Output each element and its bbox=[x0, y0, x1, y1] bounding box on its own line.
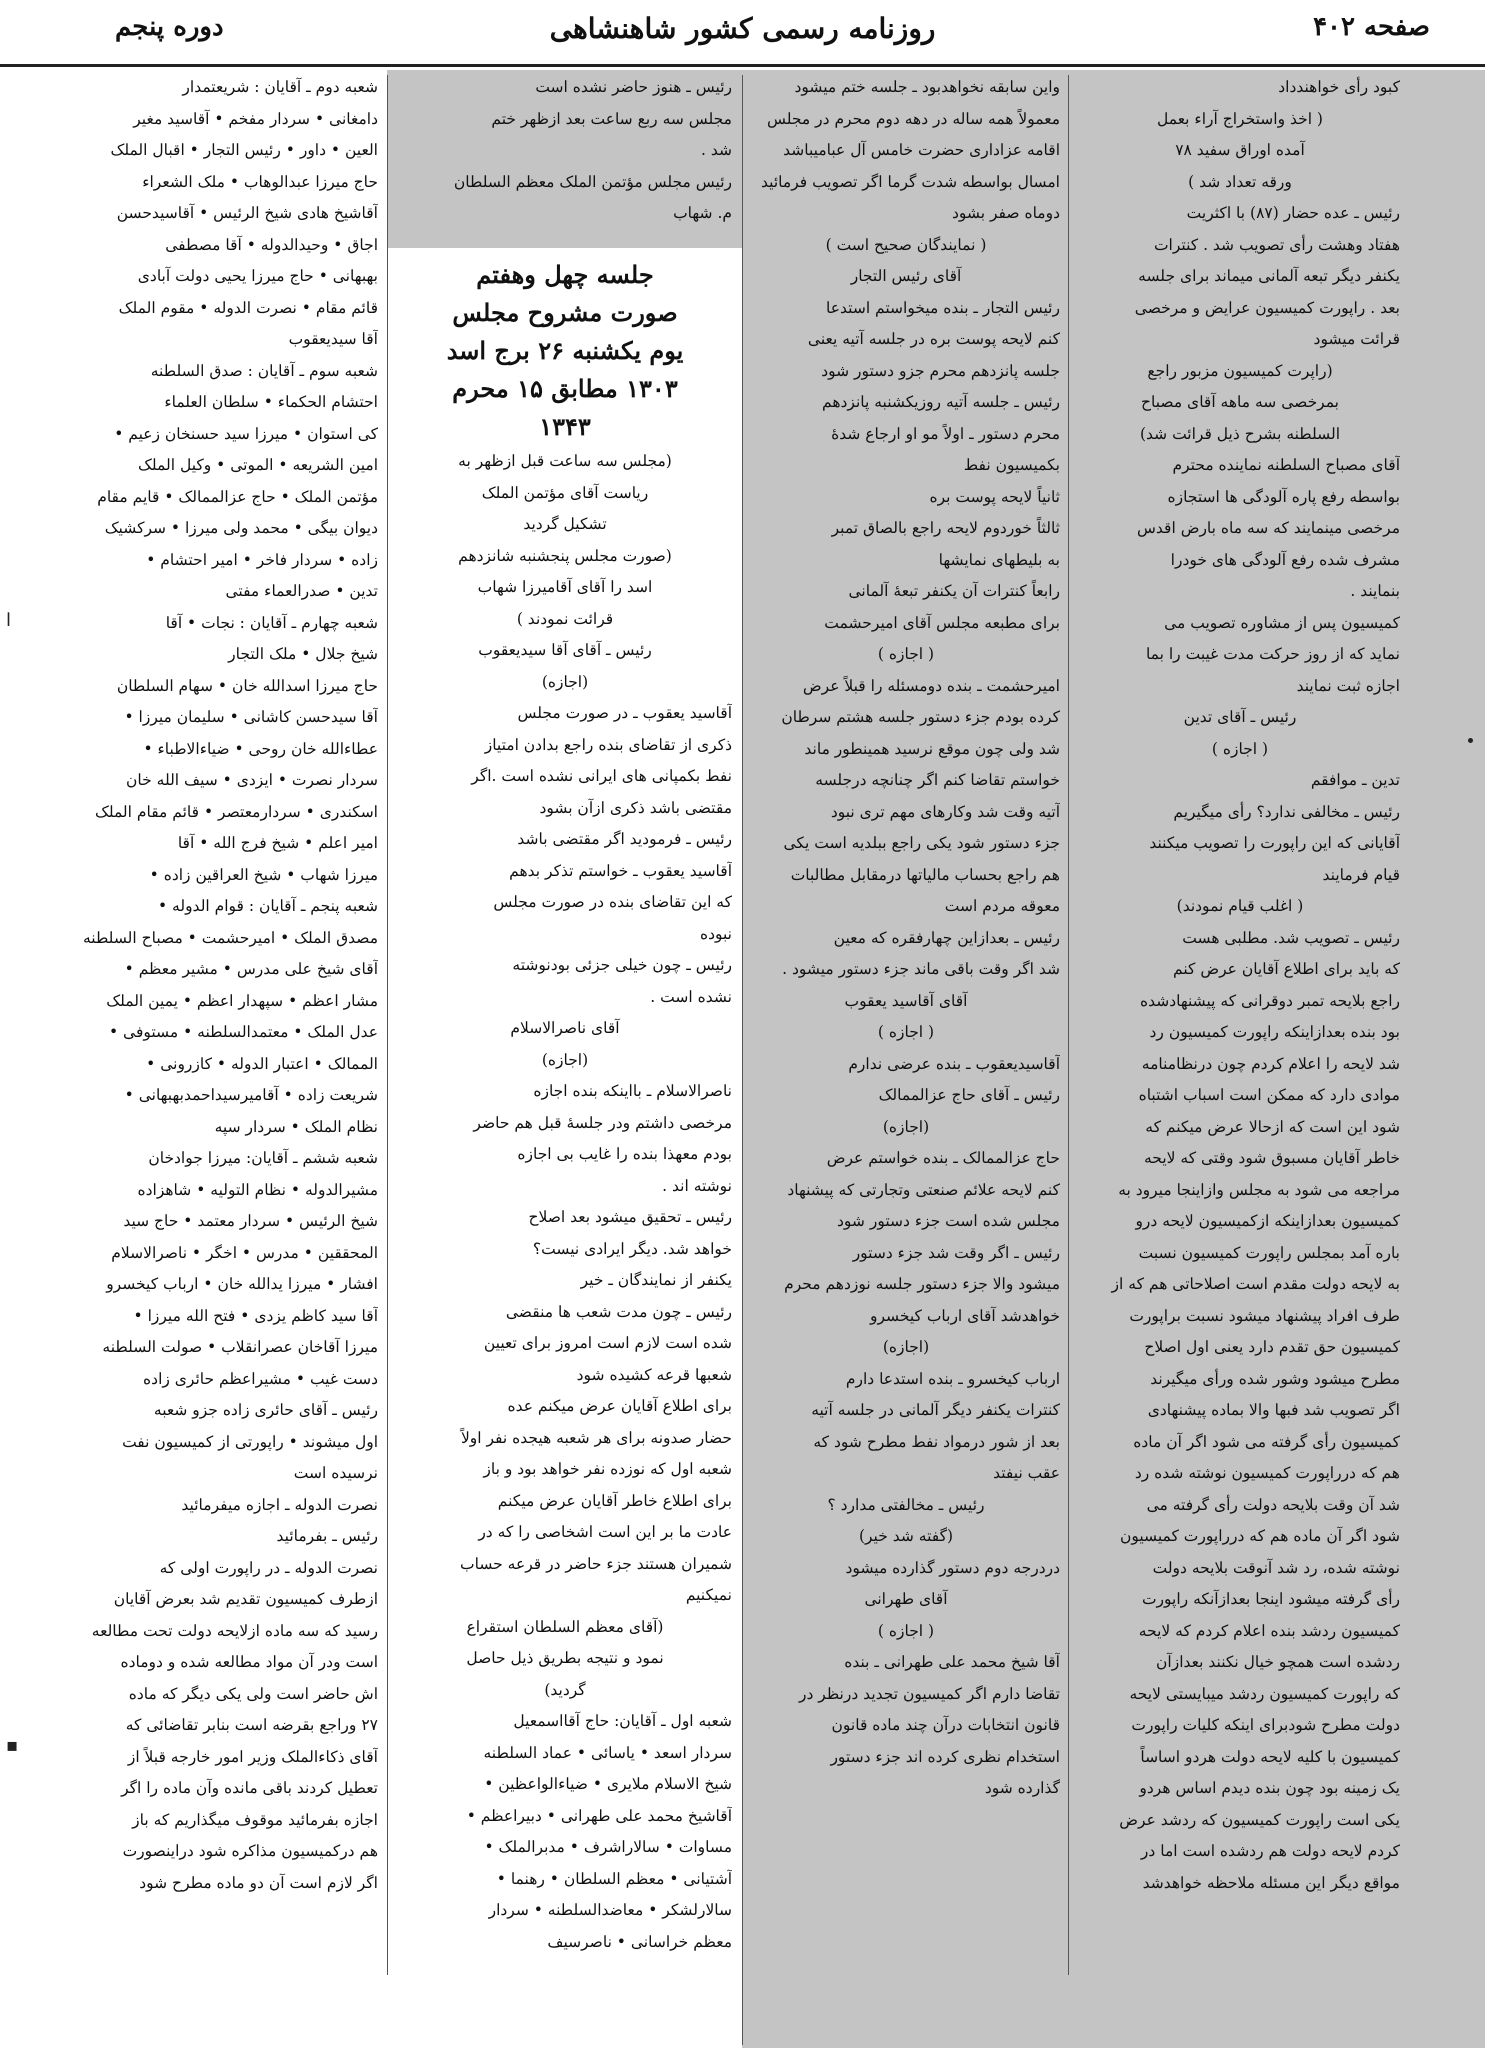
text-line: اسد را آقای آقامیرزا شهاب bbox=[477, 578, 653, 596]
text-line: کمیسیون حق تقدم دارد یعنی اول اصلاح bbox=[1144, 1338, 1400, 1356]
text-line: رئیس ـ بفرمائید bbox=[276, 1527, 378, 1545]
text-line: مقتضی باشد ذکری ازآن بشود bbox=[539, 798, 732, 817]
text-line: مؤتمن الملک • حاج عزالممالک • قایم مقام bbox=[97, 487, 378, 506]
text-line: رأی گرفته میشود اینجا بعدازآنکه راپورت bbox=[1141, 1590, 1400, 1608]
article-column-2 bbox=[752, 72, 1060, 2032]
text-line: بهبهانی • حاج میرزا یحیی دولت آبادی bbox=[137, 267, 378, 285]
text-line: به لایحه دولت مقدم است اصلاحاتی هم که از bbox=[1111, 1275, 1400, 1293]
text-line: هفتاد وهشت رأی تصویب شد . کنترات bbox=[1153, 235, 1400, 254]
text-line: آتیه وقت شد وکارهای مهم تری نبود bbox=[830, 802, 1060, 821]
text-line: جلسه پانزدهم محرم جزو دستور شود bbox=[821, 361, 1060, 380]
text-line: (آقای معظم السلطان استقراع bbox=[466, 1617, 664, 1636]
text-line: امیرحشمت ـ بنده دومسئله را قبلاً عرض bbox=[802, 676, 1060, 695]
text-line: اقامه عزاداری حضرت خامس آل عبامیباشد bbox=[783, 141, 1060, 159]
text-line: آقای طهرانی bbox=[864, 1590, 948, 1608]
text-line: مواقع دیگر این مسئله ملاحظه خواهدشد bbox=[1142, 1873, 1400, 1892]
text-line: حاج میرزا عبدالوهاب • ملک الشعراء bbox=[142, 172, 378, 191]
text-line: ( اجازه ) bbox=[877, 1621, 935, 1640]
text-line: نماید که از روز حرکت مدت غیبت را بما bbox=[1145, 645, 1400, 663]
text-line: مشرف شده رفع آلودگی های خودرا bbox=[1170, 550, 1400, 569]
text-line: اول میشوند • راپورتی از کمیسیون نفت bbox=[122, 1432, 378, 1451]
text-line: رئیس ـ چون خیلی جزئی بودنوشته bbox=[512, 956, 732, 974]
text-line: شعبه چهارم ـ آقایان : نجات • آقا bbox=[165, 613, 378, 632]
text-line: رئیس ـ آقای حاج عزالممالک bbox=[878, 1086, 1060, 1104]
text-line: شیخ الاسلام ملایری • ضیاءالواعظین • bbox=[484, 1775, 732, 1793]
text-line: خاطر آقایان مسبوق شود وقتی که لایحه bbox=[1144, 1149, 1400, 1167]
text-line: شد لایحه را اعلام کردم چون درنظامنامه bbox=[1141, 1054, 1400, 1073]
text-line: آقاسید یعقوب ـ در صورت مجلس bbox=[517, 704, 732, 722]
text-line: شعبه پنجم ـ آقایان : قوام الدوله • bbox=[157, 897, 378, 915]
text-line: آقا شیخ محمد علی طهرانی ـ بنده bbox=[844, 1653, 1060, 1671]
text-line: شعبه ششم ـ آقایان: میرزا جوادخان bbox=[148, 1149, 378, 1167]
text-line: رئیس ـ عده حضار (۸۷) با اکثریت bbox=[1186, 204, 1400, 222]
text-line: امیر اعلم • شیخ فرج الله • آقا bbox=[177, 834, 378, 852]
text-line: هم که درراپورت کمیسیون نوشته شده رد bbox=[1134, 1464, 1400, 1482]
text-line: کمیسیون بعدازاینکه ازکمیسیون لایحه درو bbox=[1135, 1212, 1400, 1230]
text-line: یک زمینه بود چون بنده دیدم اساس هردو bbox=[1139, 1779, 1400, 1797]
text-line: است ودر آن مواد مطالعه شده و دوماده bbox=[120, 1653, 378, 1671]
text-line: برای مطبعه مجلس آقای امیرحشمت bbox=[824, 613, 1060, 632]
text-line: آقایانی که این راپورت را تصویب میکنند bbox=[1149, 834, 1400, 852]
text-line: حاج میرزا اسدالله خان • سهام السلطان bbox=[116, 676, 378, 695]
text-line: رئیس ـ تحقیق میشود بعد اصلاح bbox=[528, 1208, 732, 1226]
article-column-3 bbox=[398, 256, 732, 2036]
text-line: آقا سیدحسن کاشانی • سلیمان میرزا • bbox=[124, 708, 378, 726]
text-line: که راپورت کمیسیون ردشد میبایستی لایحه bbox=[1129, 1684, 1400, 1703]
text-line: آقاشیخ هادی شیخ الرئیس • آقاسیدحسن bbox=[116, 204, 378, 222]
text-line: شد ولی چون موقع نرسید همینطور ماند bbox=[804, 739, 1060, 758]
text-line: یکنفر دیگر تبعه آلمانی میماند برای جلسه bbox=[1138, 267, 1400, 285]
ink-spot bbox=[1468, 738, 1473, 743]
text-line: حاج عزالممالک ـ بنده خواستم عرض bbox=[826, 1149, 1060, 1167]
text-line: بود بنده بعدازاینکه راپورت کمیسیون رد bbox=[1149, 1023, 1400, 1041]
text-line: مرخصی مینمایند که سه ماه بارض اقدس bbox=[1137, 519, 1400, 537]
text-line: کردم لایحه دولت هم ردشده است اما در bbox=[1140, 1842, 1400, 1860]
column-divider bbox=[387, 75, 388, 1975]
text-line: نبوده bbox=[699, 924, 732, 943]
text-line: نمیکنیم bbox=[685, 1586, 732, 1604]
text-line: مجلس سه ربع ساعت بعد ازظهر ختم bbox=[491, 109, 732, 128]
text-line: معوقه مردم است bbox=[944, 897, 1060, 915]
page-header bbox=[0, 0, 1485, 67]
text-line: کمیسیون ردشد بنده اعلام کردم که لایحه bbox=[1138, 1621, 1400, 1640]
article-column-4 bbox=[30, 72, 378, 2032]
text-line: آمده اوراق سفید ۷۸ bbox=[1175, 141, 1305, 159]
text-line: (راپرت کمیسیون مزبور راجع bbox=[1147, 361, 1333, 380]
text-line: ( اغلب قیام نمودند) bbox=[1176, 897, 1304, 915]
text-line: امین الشریعه • الموتی • وکیل الملک bbox=[138, 456, 378, 474]
text-line: بکمیسیون نفط bbox=[963, 456, 1060, 474]
text-line: رئیس ـ فرمودید اگر مقتضی باشد bbox=[517, 830, 732, 848]
text-line: ناصرالاسلام ـ بااینکه بنده اجازه bbox=[533, 1082, 732, 1100]
text-line: برای اطلاع خاطر آقایان عرض میکنم bbox=[497, 1491, 732, 1510]
text-line: خواستم تقاضا کنم اگر چنانچه درجلسه bbox=[815, 771, 1060, 789]
text-line: ۲۷ وراجع بقرضه است بنابر تقاضائی که bbox=[125, 1716, 378, 1734]
text-line: بواسطه رفع پاره آلودگی ها استجازه bbox=[1167, 487, 1400, 506]
text-line: ( اخذ واستخراج آراء بعمل bbox=[1157, 109, 1323, 128]
text-line: (اجازه) bbox=[882, 1338, 930, 1356]
text-line: رئیس ـ آقای حائری زاده جزو شعبه bbox=[153, 1401, 378, 1419]
text-line: مساوات • سالاراشرف • مدبرالملک • bbox=[484, 1838, 732, 1856]
text-line: عادت ما بر این است اشخاصی را که در bbox=[478, 1523, 732, 1541]
text-line: بنمایند . bbox=[1350, 582, 1400, 600]
text-line: شریعت زاده • آقامیرسیداحمدبهبهانی • bbox=[124, 1086, 378, 1104]
text-line: اگر لازم است آن دو ماده مطرح شود bbox=[139, 1873, 378, 1892]
text-line: باره آمد بمجلس راپورت کمیسیون نسبت bbox=[1138, 1243, 1400, 1262]
text-line: طرف افراد پیشنهاد میشود نسبت براپورت bbox=[1129, 1306, 1400, 1325]
text-line: دست غیب • مشیراعظم حائری زاده bbox=[143, 1369, 378, 1388]
text-line: زاده • سردار فاخر • امیر احتشام • bbox=[146, 550, 378, 569]
text-line: تدین ـ موافقم bbox=[1310, 771, 1400, 789]
text-line: موادی دارد که ممکن است اسباب اشتباه bbox=[1138, 1086, 1400, 1104]
text-line: نصرت الدوله ـ در راپورت اولی که bbox=[159, 1558, 378, 1577]
text-line: شده است لازم است امروز برای تعیین bbox=[483, 1334, 732, 1352]
text-line: که باید برای اطلاع آقایان عرض کنم bbox=[1173, 960, 1400, 978]
text-line: میشود والا جزء دستور جلسه نوزدهم محرم bbox=[784, 1275, 1060, 1293]
text-line: م. شهاب bbox=[673, 204, 732, 222]
text-line: الممالک • اعتبار الدوله • کازرونی • bbox=[146, 1054, 378, 1073]
text-line: یکنفر از نمایندگان ـ خیر bbox=[580, 1271, 732, 1289]
text-line: واین سابقه نخواهدبود ـ جلسه ختم میشود bbox=[794, 78, 1060, 96]
text-line: ریاست آقای مؤتمن الملک bbox=[481, 483, 649, 502]
text-line: السلطنه بشرح ذیل قرائت شد) bbox=[1139, 424, 1341, 443]
text-line: کمیسیون پس از مشاوره تصویب می bbox=[1164, 613, 1400, 632]
session-heading-line: جلسه چهل وهفتم bbox=[476, 260, 654, 289]
text-line: آقای ناصرالاسلام bbox=[510, 1019, 620, 1037]
text-line: ازطرف کمیسیون تقدیم شد بعرض آقایان bbox=[113, 1590, 378, 1608]
margin-mark: ▪ bbox=[6, 1735, 19, 1756]
text-line: آقای آقاسید یعقوب bbox=[844, 991, 968, 1010]
text-line: ( نمایندگان صحیح است ) bbox=[825, 235, 987, 254]
text-line: یکی است راپورت کمیسیون که ردشد عرض bbox=[1119, 1810, 1400, 1829]
text-line: ثالثاً خوردوم لایحه راجع بالصاق تمبر bbox=[831, 519, 1060, 537]
text-line: شود اگر آن ماده هم که درراپورت کمیسیون bbox=[1119, 1527, 1400, 1545]
text-line: که این تقاضای بنده در صورت مجلس bbox=[493, 893, 732, 911]
text-line: آقای ذکاءالملک وزیر امور خارجه قبلاً از bbox=[127, 1747, 378, 1766]
text-line: قیام فرمایند bbox=[1322, 865, 1400, 884]
text-line: میرزا شهاب • شیخ العراقین زاده • bbox=[149, 865, 378, 884]
text-line: رئیس ـ مخالفی ندارد؟ رأی میگیریم bbox=[1173, 802, 1400, 821]
text-line: شد اگر وقت باقی ماند جزء دستور میشود . bbox=[782, 960, 1060, 978]
text-line: عطاءالله خان روحی • ضیاءالاطباء • bbox=[143, 739, 378, 758]
text-line: شعبه اول ـ آقایان: حاج آقااسمعیل bbox=[513, 1712, 732, 1730]
text-line: شیخ الرئیس • سردار معتمد • حاج سید bbox=[123, 1212, 378, 1230]
text-line: رئیس ـ آقای تدین bbox=[1183, 708, 1297, 726]
text-line: نظام الملک • سردار سپه bbox=[214, 1117, 378, 1136]
text-line: جزء دستور شود یکی راجع ببلدیه است یکی bbox=[783, 834, 1060, 852]
page-number: صفحه ۴۰۲ bbox=[1313, 12, 1430, 42]
text-line: بمرخصی سه ماهه آقای مصباح bbox=[1140, 393, 1339, 411]
text-line: رئیس ـ جلسه آتیه روزیکشنبه پانزدهم bbox=[822, 393, 1060, 411]
text-line: ردشده است همچو خیال نکنند بعدازآن bbox=[1156, 1653, 1400, 1671]
text-line: مرخصی داشتم ودر جلسهٔ قبل هم حاضر bbox=[473, 1113, 732, 1132]
text-line: (اجازه) bbox=[882, 1117, 930, 1136]
text-line: سردار نصرت • ایزدی • سیف الله خان bbox=[126, 771, 378, 789]
text-line: (اجازه) bbox=[541, 1050, 589, 1069]
session-end-block bbox=[398, 72, 732, 247]
article-column-1 bbox=[1080, 72, 1400, 2032]
margin-mark: ا bbox=[6, 610, 12, 631]
text-line: امسال بواسطه شدت گرما اگر تصویب فرمائید bbox=[761, 172, 1060, 191]
text-line: حضار صدونه برای هر شعبه هیجده نفر اولاً bbox=[460, 1428, 732, 1447]
text-line: مجلس شده است جزء دستور شود bbox=[837, 1212, 1060, 1230]
session-heading-line: ۱۳۴۳ bbox=[539, 412, 591, 441]
text-line: معمولاً همه ساله در دهه دوم محرم در مجلس bbox=[767, 109, 1060, 128]
text-line: خواهد شد. دیگر ایرادی نیست؟ bbox=[532, 1239, 732, 1258]
text-line: آقاشیخ محمد علی طهرانی • دبیراعظم • bbox=[466, 1806, 732, 1825]
text-line: رئیس ـ چون مدت شعب ها منقضی bbox=[505, 1302, 732, 1321]
text-line: کبود رأی خواهندداد bbox=[1278, 78, 1400, 96]
column-divider bbox=[742, 75, 743, 2045]
text-line: نصرت الدوله ـ اجازه میفرمائید bbox=[181, 1495, 378, 1514]
text-line: افشار • میرزا یدالله خان • ارباب کیخسرو bbox=[106, 1275, 378, 1293]
text-line: اجاق • وحیدالدوله • آقا مصطفی bbox=[165, 235, 378, 254]
text-line: رئیس ـ مخالفتی مدارد ؟ bbox=[827, 1495, 985, 1514]
session-heading-line: صورت مشروح مجلس bbox=[452, 298, 678, 327]
text-line: احتشام الحکماء • سلطان العلماء bbox=[164, 393, 378, 411]
text-line: معظم خراسانی • ناصرسیف bbox=[547, 1932, 732, 1951]
text-line: شمیران هستند جزء حاضر در قرعه حساب bbox=[460, 1554, 732, 1573]
text-line: نشده است . bbox=[650, 987, 732, 1006]
text-line: قرائت میشود bbox=[1313, 330, 1400, 348]
text-line: کی استوان • میرزا سید حسنخان زعیم • bbox=[114, 424, 378, 443]
text-line: شود این است که ازحالا عرض میکنم که bbox=[1145, 1117, 1400, 1136]
text-line: هم راجع بحساب مالیاتها درمقابل مطالبات bbox=[790, 865, 1060, 884]
text-line: (گفته شد خیر) bbox=[858, 1527, 954, 1545]
text-line: شعبها قرعه کشیده شود bbox=[576, 1365, 732, 1384]
text-line: اگر تصویب شد فبها والا بماده پیشنهادی bbox=[1147, 1401, 1400, 1419]
text-line: کمیسیون با کلیه لایحه دولت هردو اساساً bbox=[1140, 1747, 1400, 1766]
text-line: ورقه تعداد شد ) bbox=[1188, 172, 1292, 191]
text-line: شد آن وقت بلایحه دولت رأی گرفته می bbox=[1146, 1495, 1400, 1514]
text-line: بعد از شور درمواد نفط مطرح شود که bbox=[813, 1432, 1060, 1451]
text-line: به بلیطهای نمایشها bbox=[938, 550, 1060, 569]
text-line: قانون انتخابات درآن چند ماده قانون bbox=[831, 1716, 1060, 1734]
text-line: گذارده شود bbox=[984, 1779, 1060, 1797]
text-line: سردار اسعد • یاسائی • عماد السلطنه bbox=[483, 1743, 732, 1762]
text-line: شعبه سوم ـ آقایان : صدق السلطنه bbox=[150, 361, 378, 380]
text-line: عقب نیفتد bbox=[993, 1464, 1060, 1482]
text-line: آقا سیدیعقوب bbox=[288, 330, 378, 348]
text-line: آقای شیخ علی مدرس • مشیر معظم • bbox=[124, 960, 378, 978]
text-line: دیوان بیگی • محمد ولی میرزا • سرکشیک bbox=[104, 519, 378, 537]
text-line: اش حاضر است ولی یکی دیگر که ماده bbox=[128, 1684, 378, 1703]
text-line: (اجازه) bbox=[541, 672, 589, 691]
text-line: رئیس التجار ـ بنده میخواستم استدعا bbox=[826, 298, 1060, 317]
text-line: سالارلشکر • معاضدالسلطنه • سردار bbox=[488, 1901, 732, 1919]
text-line: بعد . راپورت کمیسیون عرایض و مرخصی bbox=[1134, 298, 1400, 317]
session-heading-line: ۱۳۰۳ مطابق ۱۵ محرم bbox=[452, 374, 678, 403]
text-line: رسید که سه ماده ازلایحه دولت تحت مطالعه bbox=[91, 1621, 378, 1640]
text-line: تعطیل کردند باقی مانده وآن ماده را اگر bbox=[121, 1779, 378, 1797]
text-line: کنترات یکنفر دیگر آلمانی در جلسه آتیه bbox=[811, 1401, 1060, 1419]
text-line: دولت مطرح شودبرای اینکه کلیات راپورت bbox=[1131, 1716, 1400, 1734]
text-line: عدل الملک • معتمدالسلطنه • مستوفی • bbox=[108, 1023, 378, 1041]
session-heading-line: یوم یکشنبه ۲۶ برج اسد bbox=[446, 336, 684, 365]
text-line: محرم دستور ـ اولاً مو او ارجاع شدهٔ bbox=[831, 424, 1060, 443]
text-line: نوشته اند . bbox=[662, 1176, 732, 1195]
text-line: رئیس ـ تصویب شد. مطلبی هست bbox=[1182, 928, 1400, 947]
text-line: ( اجازه ) bbox=[1211, 739, 1269, 758]
text-line: کنم لایحه علائم صنعتی وتجارتی که پیشنهاد bbox=[787, 1180, 1060, 1199]
text-line: تدین • صدرالعماء مفتی bbox=[225, 582, 378, 600]
text-line: مطرح میشود وشور شده ورأی میگیرند bbox=[1150, 1369, 1400, 1388]
text-line: مشار اعظم • سپهدار اعظم • یمین الملک bbox=[106, 991, 378, 1010]
text-line: ( اجازه ) bbox=[877, 1023, 935, 1041]
text-line: هم درکمیسیون مذاکره شود دراینصورت bbox=[122, 1842, 378, 1860]
text-line: رئیس ـ هنوز حاضر نشده است bbox=[535, 78, 732, 96]
text-line: مشیرالدوله • نظام التولیه • شاهزاده bbox=[137, 1180, 378, 1199]
text-line: آقای مصباح السلطنه نماینده محترم bbox=[1172, 456, 1400, 474]
text-line: ( اجازه ) bbox=[877, 645, 935, 663]
text-line: اجازه ثبت نمایند bbox=[1296, 676, 1400, 695]
text-line: قائم مقام • نصرت الدوله • مقوم الملک bbox=[118, 298, 378, 317]
text-line: شیخ جلال • ملک التجار bbox=[228, 645, 378, 663]
text-line: استخدام نظری کرده اند جزء دستور bbox=[830, 1747, 1060, 1766]
text-line: تشکیل گردید bbox=[523, 515, 607, 533]
text-line: مراجعه می شود به مجلس وازاینجا میرود به bbox=[1118, 1180, 1400, 1199]
text-line: تقاضا دارم اگر کمیسیون تجدید درنظر در bbox=[798, 1684, 1060, 1703]
text-line: کنم لایحه پوست بره در جلسه آتیه یعنی bbox=[807, 330, 1060, 348]
text-line: رئیس مجلس مؤتمن الملک معظم السلطان bbox=[453, 172, 732, 191]
text-line: دوماه صفر بشود bbox=[952, 204, 1060, 222]
text-line: آقاسیدیعقوب ـ بنده عرضی ندارم bbox=[848, 1054, 1060, 1073]
text-line: بودم معهذا بنده را غایب بی اجازه bbox=[517, 1145, 732, 1163]
text-line: خواهدشد آقای ارباب کیخسرو bbox=[869, 1306, 1060, 1325]
text-line: شعبه دوم ـ آقایان : شریعتمدار bbox=[182, 78, 378, 96]
text-line: ارباب کیخسرو ـ بنده استدعا دارم bbox=[845, 1369, 1060, 1388]
text-line: میرزا آقاخان عصرانقلاب • صولت السلطنه bbox=[102, 1338, 378, 1356]
text-line: نمود و نتیجه بطریق ذیل حاصل bbox=[466, 1649, 664, 1667]
text-line: شعبه اول که نوزده نفر خواهد بود و باز bbox=[483, 1460, 732, 1478]
text-line: رئیس ـ آقای آقا سیدیعقوب bbox=[478, 641, 652, 659]
text-line: دردرجه دوم دستور گذارده میشود bbox=[845, 1558, 1060, 1577]
text-line: آقا سید کاظم یزدی • فتح الله میرزا • bbox=[133, 1306, 378, 1325]
text-line: آشتیانی • معظم السلطان • رهنما • bbox=[496, 1869, 732, 1888]
session-period: دوره پنجم bbox=[115, 12, 224, 42]
text-line: رئیس ـ بعدازاین چهارفقره که معین bbox=[833, 928, 1060, 947]
text-line: برای اطلاع آقایان عرض میکنم عده bbox=[507, 1397, 732, 1415]
text-line: نفط بکمپانی های ایرانی نشده است .اگر bbox=[471, 767, 732, 785]
newspaper-title: روزنامه رسمی کشور شاهنشاهی bbox=[549, 12, 936, 45]
text-line: راجع بلایحه تمبر دوقرانی که پیشنهادشده bbox=[1139, 991, 1400, 1010]
text-line: دامغانی • سردار مفخم • آقاسید مغیر bbox=[133, 109, 378, 128]
text-line: المحققین • مدرس • اخگر • ناصرالاسلام bbox=[111, 1243, 378, 1262]
text-line: کمیسیون رأی گرفته می شود اگر آن ماده bbox=[1133, 1432, 1400, 1451]
text-line: مصدق الملک • امیرحشمت • مصباح السلطنه bbox=[82, 928, 378, 947]
text-line: رابعاً کنترات آن یکنفر تبعهٔ آلمانی bbox=[848, 582, 1060, 600]
text-line: (مجلس سه ساعت قبل ازظهر به bbox=[458, 452, 672, 470]
text-line: آقاسید یعقوب ـ خواستم تذکر بدهم bbox=[509, 861, 732, 880]
text-line: العین • داور • رئیس التجار • اقبال الملک bbox=[110, 141, 378, 159]
text-line: نرسیده است bbox=[293, 1464, 378, 1482]
text-line: رئیس ـ اگر وقت شد جزء دستور bbox=[852, 1243, 1060, 1262]
text-line: (صورت مجلس پنجشنبه شانزدهم bbox=[458, 546, 672, 565]
text-line: قرائت نمودند ) bbox=[516, 609, 614, 628]
text-line: اسکندری • سردارمعتصر • قائم مقام الملک bbox=[94, 802, 378, 821]
text-line: آقای رئیس التجار bbox=[850, 267, 962, 285]
text-line: شد . bbox=[701, 141, 732, 159]
text-line: کرده بودم جزء دستور جلسه هشتم سرطان bbox=[781, 708, 1060, 726]
text-line: اجازه بفرمائید موقوف میگذاریم که باز bbox=[132, 1810, 378, 1829]
text-line: گردید) bbox=[544, 1680, 586, 1699]
text-line: ثانیاً لایحه پوست بره bbox=[929, 487, 1060, 506]
text-line: نوشته شده، رد شد آنوقت بلایحه دولت bbox=[1152, 1558, 1400, 1577]
column-divider bbox=[1068, 75, 1069, 1975]
text-line: ذکری از تقاضای بنده راجع بدادن امتیاز bbox=[484, 735, 732, 754]
